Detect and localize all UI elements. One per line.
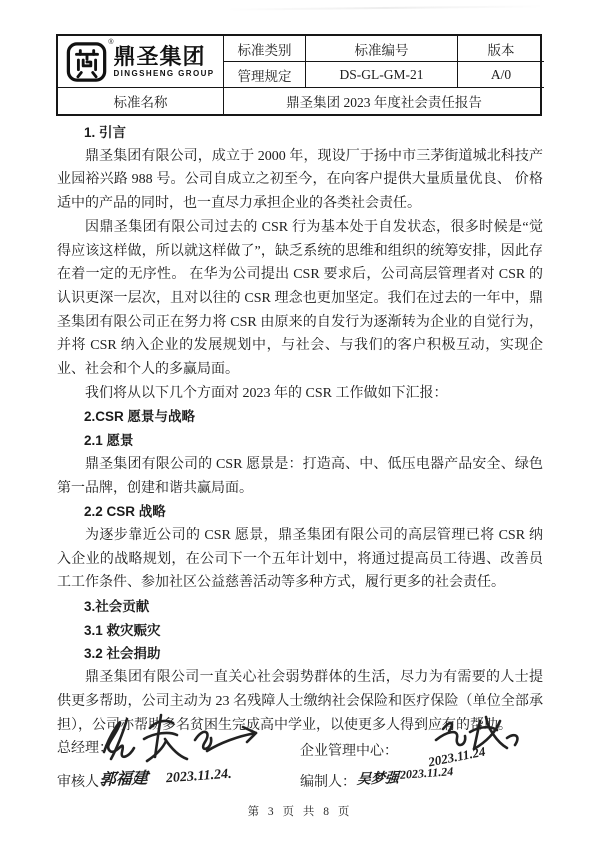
compiler-signature-name: 吴梦强 xyxy=(356,771,400,788)
company-logo xyxy=(58,36,224,88)
heading-disaster-relief: 3.1 救灾赈灾 xyxy=(84,622,161,638)
standard-name-label: 标准名称 xyxy=(58,88,224,114)
standard-category-label: 标准类别 xyxy=(224,36,306,62)
document-body xyxy=(57,121,543,737)
general-manager-label: 总经理： xyxy=(57,741,113,756)
heading-csr-strategy: 2.2 CSR 战略 xyxy=(84,504,166,520)
paragraph-csr-status: 因鼎圣集团有限公司过去的 CSR 行为基本处于自发状态，很多时候是“觉得应该这样做，所以就这样做了”，缺乏系统的思维和组织的统筹安排，因此存在着一定的无序性。 在华为公司提出 CSR 要求后，公司高层管理者对 CSR 的认识更深一层次，且对以往的 CSR 理念也更加坚定。我们在过去的一年中，鼎圣集团有限公司正在努力将 CSR 由原来的自发行为逐渐转为企业的自觉行为，并将 CSR 纳入企业的发展规划中，与社会、与我们的客户积极互动，实现企业、社会和个人的多赢局面。 xyxy=(57,219,543,378)
reviewer-date: 2023.11.24. xyxy=(165,766,233,787)
compiler-label: 编制人： xyxy=(300,775,356,790)
compiler-date: 2023.11.24 xyxy=(399,764,454,782)
paragraph-company-intro: 鼎圣集团有限公司，成立于 2000 年，现设厂于扬中市三茅街道城北科技产业园裕兴路 988 号。公司自成立之初至今，在向客户提供大量质量优良、 价格适中的产品的同时，也一直尽力承担企业的各类社会责任。 xyxy=(57,148,543,212)
paragraph-vision: 鼎圣集团有限公司的 CSR 愿景是：打造高、中、低压电器产品安全、绿色第一品牌，创建和谐共赢局面。 xyxy=(57,456,543,496)
management-center-date: 2023.11.24 xyxy=(427,743,487,770)
version-label: 版本 xyxy=(458,36,544,62)
heading-csr-vision-strategy: 2.CSR 愿景与战略 xyxy=(84,409,196,425)
reviewer-label: 审核人： xyxy=(57,775,113,790)
scan-smudge xyxy=(225,5,545,10)
registered-trademark-mark: ® xyxy=(108,38,114,46)
standard-name-value: 鼎圣集团 2023 年度社会责任报告 xyxy=(286,95,482,110)
dingsheng-seal-icon xyxy=(66,38,114,83)
heading-vision: 2.1 愿景 xyxy=(84,433,134,449)
heading-social-donation: 3.2 社会捐助 xyxy=(84,646,161,662)
paragraph-strategy: 为逐步靠近公司的 CSR 愿景，鼎圣集团有限公司的高层管理已将 CSR 纳入企业的战略规划，在公司下一个五年计划中，将通过提高员工待遇、改善员工工作条件、参加社区公益慈善活动等多种方式，履行更多的社会责任。 xyxy=(57,527,543,591)
logo-name-cn: 鼎圣集团 xyxy=(113,43,206,69)
reviewer-signature-name: 郭福建 xyxy=(99,770,149,789)
paragraph-donation-detail: 鼎圣集团有限公司一直关心社会弱势群体的生活，尽力为有需要的人士提供更多帮助，公司主动为 23 名残障人士缴纳社会保险和医疗保险（单位全部承担），公司亦帮助多名贫困生完成高中学业，以使更多人得到应有的帮助。 xyxy=(57,670,543,733)
standard-category-value: 管理规定 xyxy=(224,62,306,88)
heading-introduction: 1. 引言 xyxy=(84,125,127,140)
general-manager-signature xyxy=(92,706,264,766)
standard-number-value: DS-GL-GM-21 xyxy=(306,62,458,88)
version-value: A/0 xyxy=(458,62,544,88)
logo-name-en: DINGSHENG GROUP xyxy=(113,68,215,78)
page-number-footer: 第 3 页 共 8 页 xyxy=(247,806,353,818)
management-center-label: 企业管理中心： xyxy=(300,744,398,759)
standard-header-table xyxy=(56,34,542,116)
heading-social-contribution: 3.社会贡献 xyxy=(84,599,150,615)
paragraph-report-scope: 我们将从以下几个方面对 2023 年的 CSR 工作做如下汇报： xyxy=(85,385,448,401)
standard-number-label: 标准编号 xyxy=(306,36,458,62)
